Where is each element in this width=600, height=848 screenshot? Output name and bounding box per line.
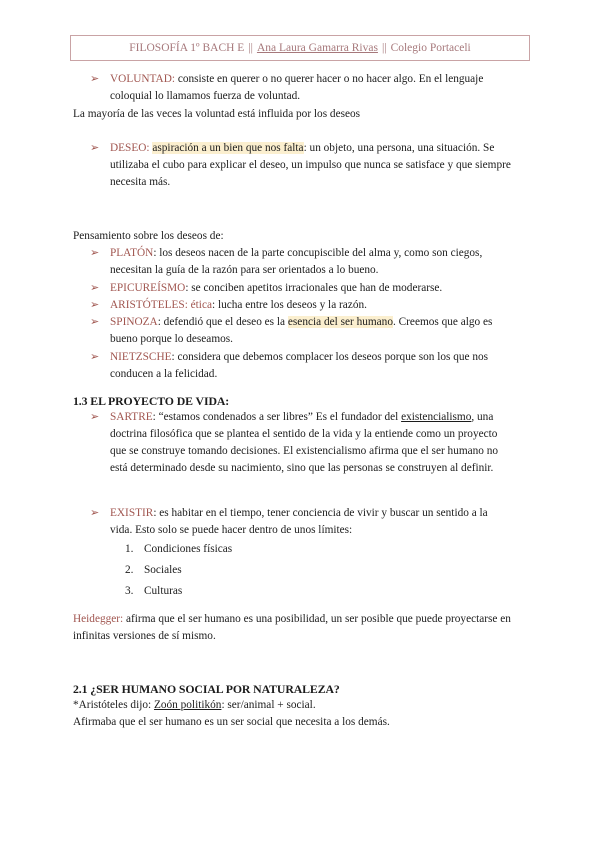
deseo-text: : un objeto, una persona, una situación. Se	[303, 142, 495, 154]
existir-text: : es habitar en el tiempo, tener conciencia de vivir y buscar un sentido a la	[153, 507, 488, 519]
term-voluntad: VOLUNTAD:	[110, 73, 175, 85]
deseo-text-line2: utilizaba el cubo para explicar el deseo, un impulso que nunca se satisface y que siempre	[110, 159, 511, 171]
arrow-bullet-icon: ➢	[90, 351, 100, 363]
bullet-existir	[0, 505, 600, 539]
arrow-bullet-icon: ➢	[90, 142, 100, 154]
quote-intro: *Aristóteles dijo:	[73, 699, 154, 711]
deseos-intro: Pensamiento sobre los deseos de:	[73, 230, 224, 242]
term-platon: PLATÓN	[110, 247, 154, 259]
voluntad-text: consiste en querer o no querer hacer o no hacer algo. En el lenguaje	[175, 73, 484, 85]
nietzsche-text-line2: conducen a la felicidad.	[110, 368, 218, 380]
bullet-voluntad	[0, 71, 600, 105]
list-item	[125, 583, 600, 604]
deseo-text-line3: necesita más.	[110, 176, 171, 188]
term-etica: : ética	[184, 299, 212, 311]
sartre-text-line4: está determinado desde su nacimiento, sino que las personas se construyen al definir.	[110, 462, 494, 474]
bullet-sartre	[0, 409, 600, 477]
bullet-epicureismo	[0, 280, 600, 297]
arrow-bullet-icon: ➢	[90, 282, 100, 294]
bullet-spinoza	[0, 314, 600, 348]
list-label: Condiciones físicas	[144, 543, 233, 555]
heidegger-paragraph	[0, 611, 600, 645]
epicureismo-text: : se conciben apetitos irracionales que han de moderarse.	[185, 282, 443, 294]
spinoza-text: : defendió que el deseo es la	[157, 316, 288, 328]
highlight-deseo: aspiración a un bien que nos falta	[152, 142, 304, 154]
list-item	[125, 541, 600, 562]
section-heading-proyecto: 1.3 EL PROYECTO DE VIDA:	[73, 394, 230, 408]
existir-text-line2: vida. Esto solo se puede hacer dentro de unos límites:	[110, 524, 353, 536]
bullet-platon	[0, 245, 600, 279]
sartre-text-line3: que se construye tomando decisiones. El existencialismo afirma que el ser humano no	[110, 445, 499, 457]
school-name: Colegio Portaceli	[390, 41, 471, 54]
arrow-bullet-icon: ➢	[90, 299, 100, 311]
arrow-bullet-icon: ➢	[90, 247, 100, 259]
term-spinoza: SPINOZA	[110, 316, 158, 328]
term-zoon-politikon: Zoón politikón	[153, 699, 222, 711]
bullet-deseo	[0, 140, 600, 191]
list-number: 2.	[125, 564, 134, 576]
term-existir: EXISTIR	[110, 507, 154, 519]
arrow-bullet-icon: ➢	[90, 507, 100, 519]
term-deseo: DESEO:	[110, 142, 150, 154]
author-name: Ana Laura Gamarra Rivas	[256, 41, 378, 54]
heidegger-text-line2: infinitas versiones de sí mismo.	[73, 630, 216, 642]
spinoza-text-end: . Creemos que algo es	[392, 316, 493, 328]
term-existencialismo: existencialismo	[401, 411, 472, 423]
list-number: 3.	[125, 585, 134, 597]
sartre-text-end: , una	[471, 411, 494, 423]
bullet-aristoteles	[0, 297, 600, 314]
list-label: Sociales	[144, 564, 182, 576]
spinoza-text-line2: bueno porque lo deseamos.	[110, 333, 233, 345]
term-sartre: SARTRE	[110, 411, 153, 423]
platon-text-line2: necesitan la guía de la razón para ser orientados a lo bueno.	[110, 264, 379, 276]
quote-line2: Afirmaba que el ser humano es un ser social que necesita a los demás.	[73, 716, 390, 728]
voluntad-note: La mayoría de las veces la voluntad está influida por los deseos	[73, 108, 361, 120]
term-epicureismo: EPICUREÍSMO	[110, 282, 186, 294]
sartre-text: : “estamos condenados a ser libres” Es el fundador del	[152, 411, 402, 423]
aristoteles-text: : lucha entre los deseos y la razón.	[211, 299, 367, 311]
arrow-bullet-icon: ➢	[90, 411, 100, 423]
nietzsche-text: : considera que debemos complacer los deseos porque son los que nos	[171, 351, 489, 363]
arrow-bullet-icon: ➢	[90, 73, 100, 85]
voluntad-text-line2: coloquial lo llamamos fuerza de voluntad.	[110, 90, 301, 102]
platon-text: : los deseos nacen de la parte concupiscible del alma y, como son ciegos,	[153, 247, 483, 259]
list-item	[125, 562, 600, 583]
section-heading-social: 2.1 ¿SER HUMANO SOCIAL POR NATURALEZA?	[73, 682, 340, 696]
header-separator: ||	[381, 41, 387, 54]
arrow-bullet-icon: ➢	[90, 316, 100, 328]
course-name: FILOSOFÍA 1º BACH E	[129, 41, 245, 54]
sartre-text-line2: doctrina filosófica que se plantea el sentido de la vida y la entiende como un proyecto	[110, 428, 498, 440]
bullet-nietzsche	[0, 349, 600, 383]
heidegger-text: afirma que el ser humano es una posibilidad, un ser posible que puede proyectarse en	[123, 613, 511, 625]
term-heidegger: Heidegger:	[73, 613, 124, 625]
term-nietzsche: NIETZSCHE	[110, 351, 172, 363]
list-number: 1.	[125, 543, 134, 555]
quote-definition: : ser/animal + social.	[221, 699, 316, 711]
aristoteles-quote	[0, 697, 600, 731]
list-label: Culturas	[144, 585, 183, 597]
limits-list	[0, 541, 600, 604]
term-aristoteles: ARISTÓTELES	[110, 299, 185, 311]
highlight-spinoza: esencia del ser humano	[287, 316, 393, 328]
header-separator: ||	[248, 41, 253, 54]
document-header	[70, 35, 530, 61]
